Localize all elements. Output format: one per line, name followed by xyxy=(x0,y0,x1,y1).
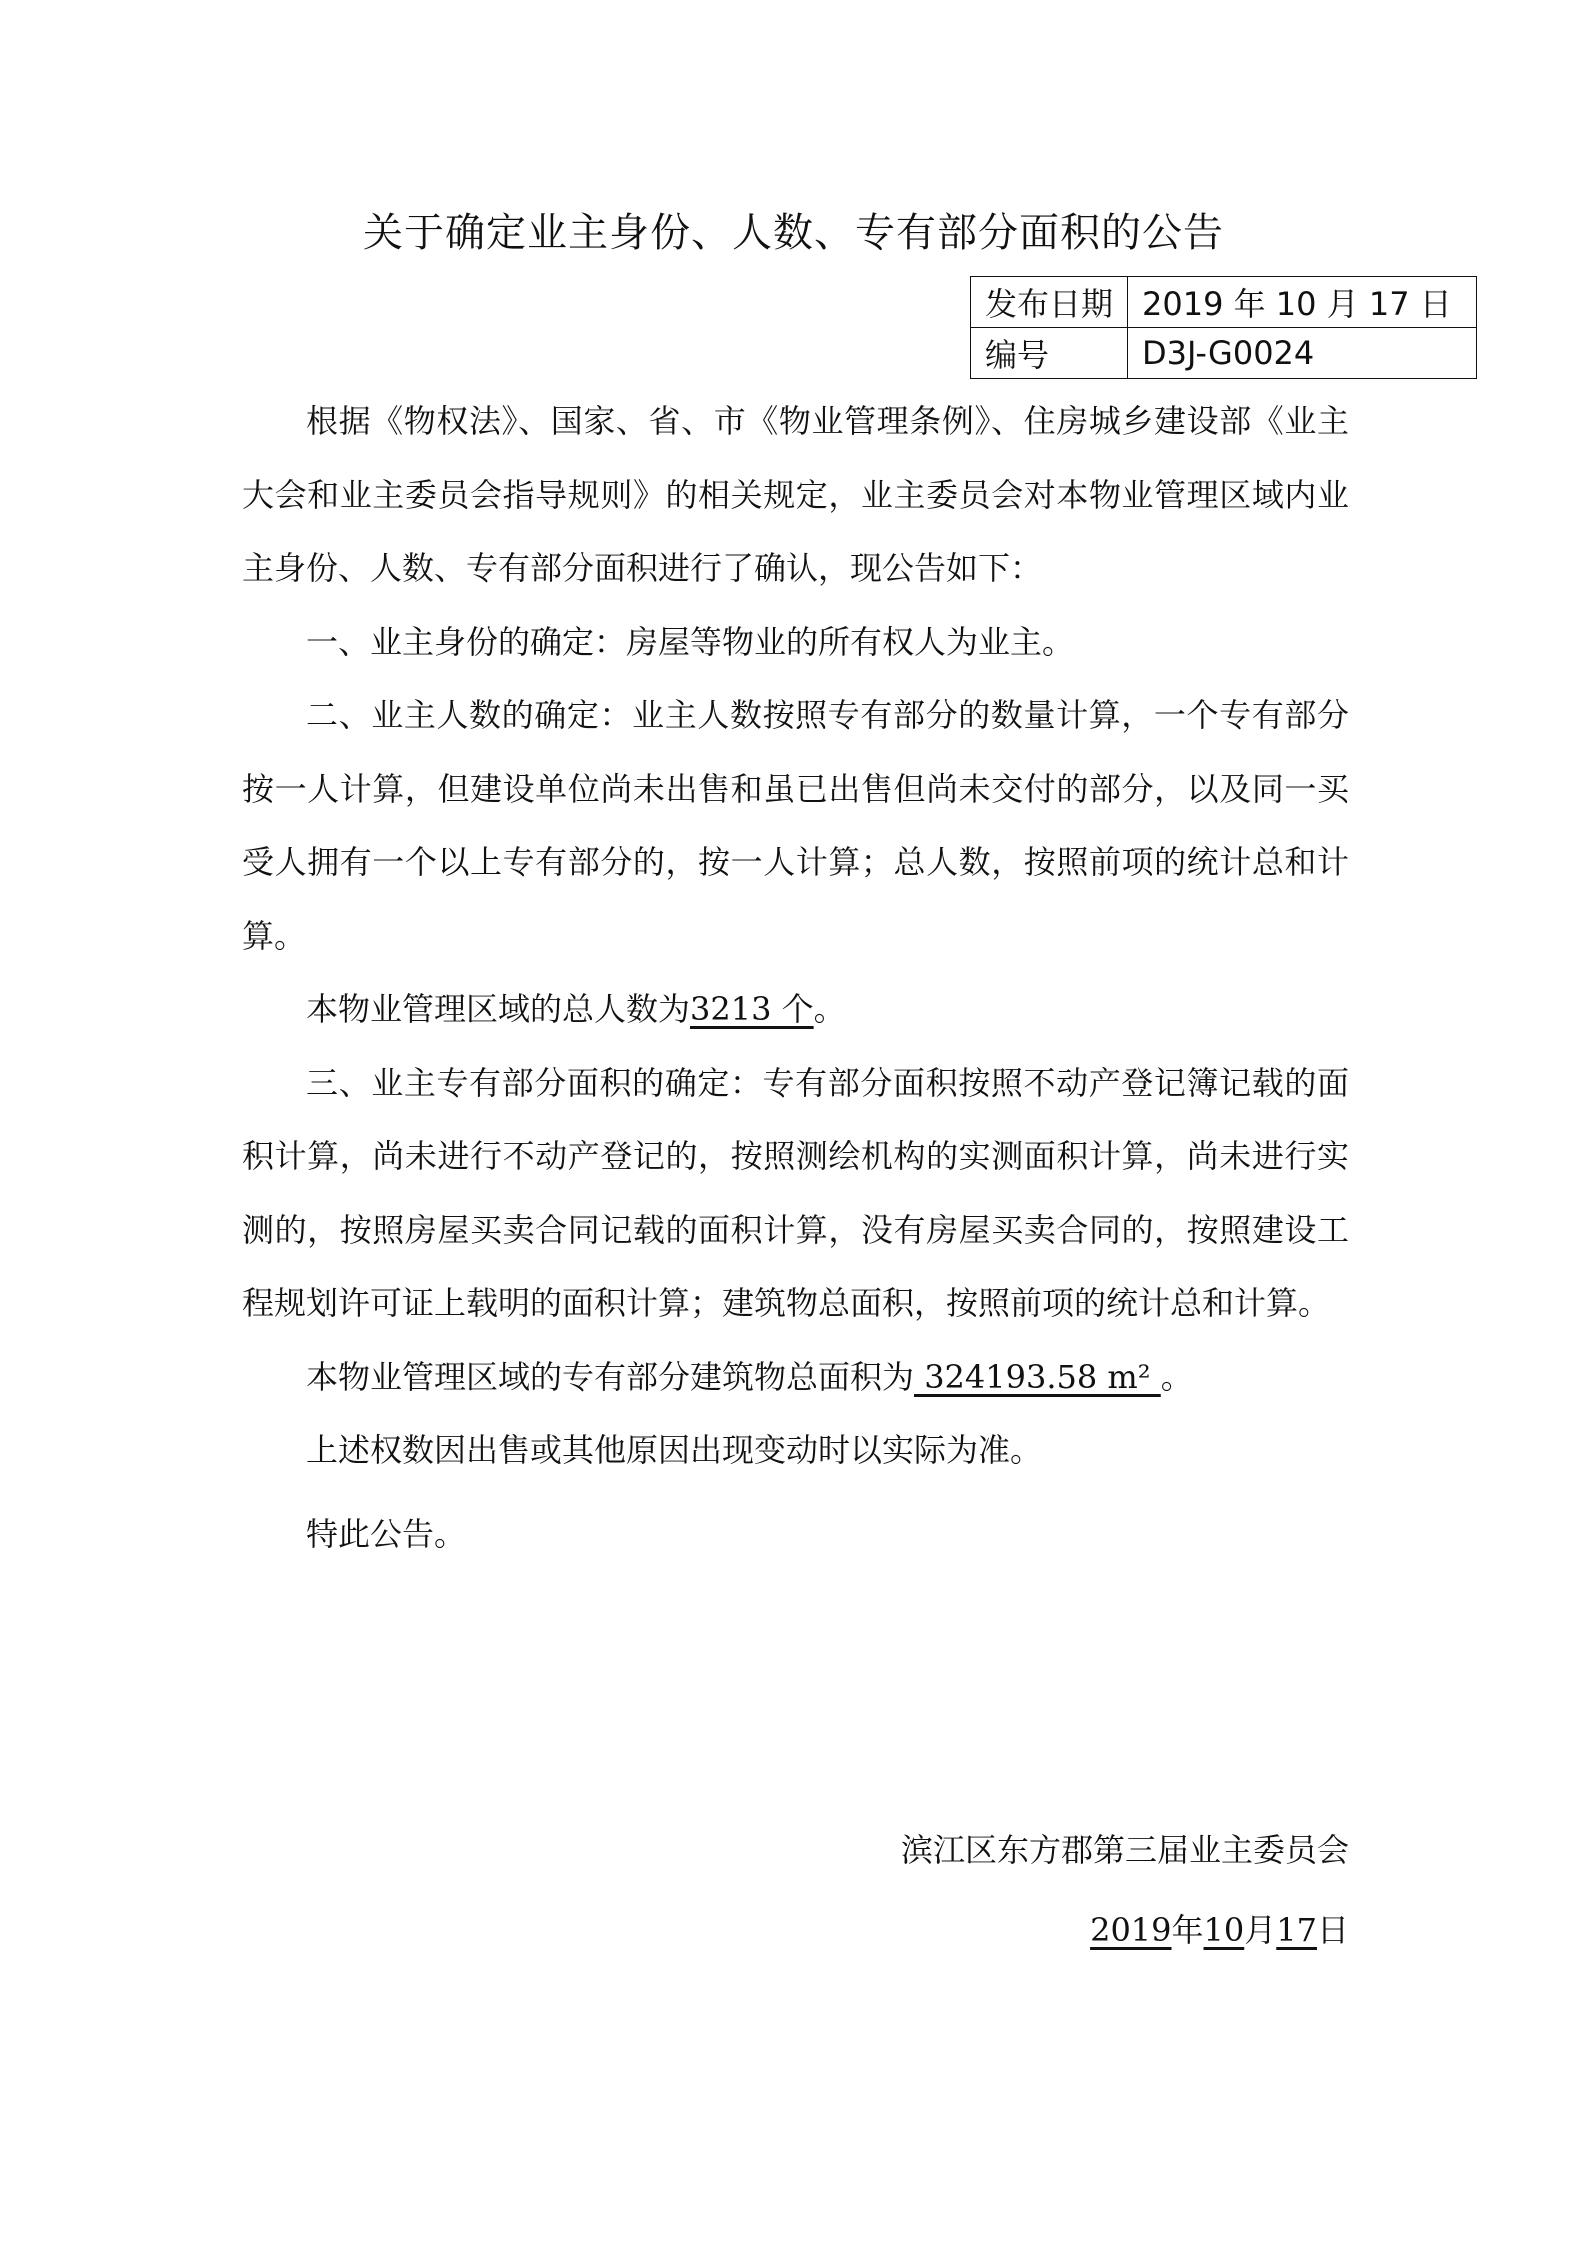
total-area-paragraph xyxy=(242,1341,1349,1415)
note-paragraph: 上述权数因出售或其他原因出现变动时以实际为准。 xyxy=(306,1431,1043,1469)
number-value: D3J-G0024 xyxy=(1128,328,1477,379)
closing-paragraph: 特此公告。 xyxy=(306,1514,467,1553)
intro-paragraph: 根据《物权法》、国家、省、市《物业管理条例》、住房城乡建设部《业主大会和业主委员会指导规则》的相关规定，业主委员会对本物业管理区域内业主身份、人数、专有部分面积进行了确认，现公告如下： xyxy=(242,402,1349,587)
total-owners-value: 3213 个 xyxy=(690,990,814,1028)
signature-year-unit: 年 xyxy=(1171,1911,1204,1949)
total-area-prefix: 本物业管理区域的专有部分建筑物总面积为 xyxy=(306,1357,915,1396)
notice-body xyxy=(242,385,1349,1571)
signature-day: 17 xyxy=(1276,1911,1317,1949)
total-area-value: 324193.58 m² xyxy=(914,1357,1161,1396)
date-value: 2019 年 10 月 17 日 xyxy=(1128,277,1477,328)
number-label: 编号 xyxy=(971,328,1128,379)
date-label: 发布日期 xyxy=(971,277,1128,328)
section-owner-identity: 一、业主身份的确定：房屋等物业的所有权人为业主。 xyxy=(306,622,1075,661)
total-owners-suffix: 。 xyxy=(813,990,846,1028)
total-area-suffix: 。 xyxy=(1160,1357,1193,1396)
total-owners-prefix: 本物业管理区域的总人数为 xyxy=(306,990,691,1028)
meta-table xyxy=(970,276,1477,379)
section-owner-count: 二、业主人数的确定：业主人数按照专有部分的数量计算，一个专有部分按一人计算，但建设单位尚未出售和虽已出售但尚未交付的部分，以及同一买受人拥有一个以上专有部分的，按一人计算；总人数，按照前项的统计总和计算。 xyxy=(242,696,1349,955)
total-owners-paragraph xyxy=(242,973,1349,1047)
section-exclusive-area: 三、业主专有部分面积的确定：专有部分面积按照不动产登记簿记载的面积计算，尚未进行不动产登记的，按照测绘机构的实测面积计算，尚未进行实测的，按照房屋买卖合同记载的面积计算，没有房屋买卖合同的，按照建设工程规划许可证上载明的面积计算；建筑物总面积，按照前项的统计总和计算。 xyxy=(242,1063,1349,1322)
signature-year: 2019 xyxy=(1090,1911,1172,1949)
signature-month-unit: 月 xyxy=(1244,1911,1277,1949)
signature-org: 滨江区东方郡第三届业主委员会 xyxy=(900,1831,1349,1869)
meta-row-date xyxy=(971,277,1477,328)
signature-date xyxy=(901,1890,1349,1970)
meta-row-number xyxy=(971,328,1477,379)
signature-block xyxy=(901,1810,1349,1970)
signature-month: 10 xyxy=(1203,1911,1245,1949)
page-title: 关于确定业主身份、人数、专有部分面积的公告 xyxy=(363,210,1224,256)
signature-day-unit: 日 xyxy=(1316,1911,1349,1949)
